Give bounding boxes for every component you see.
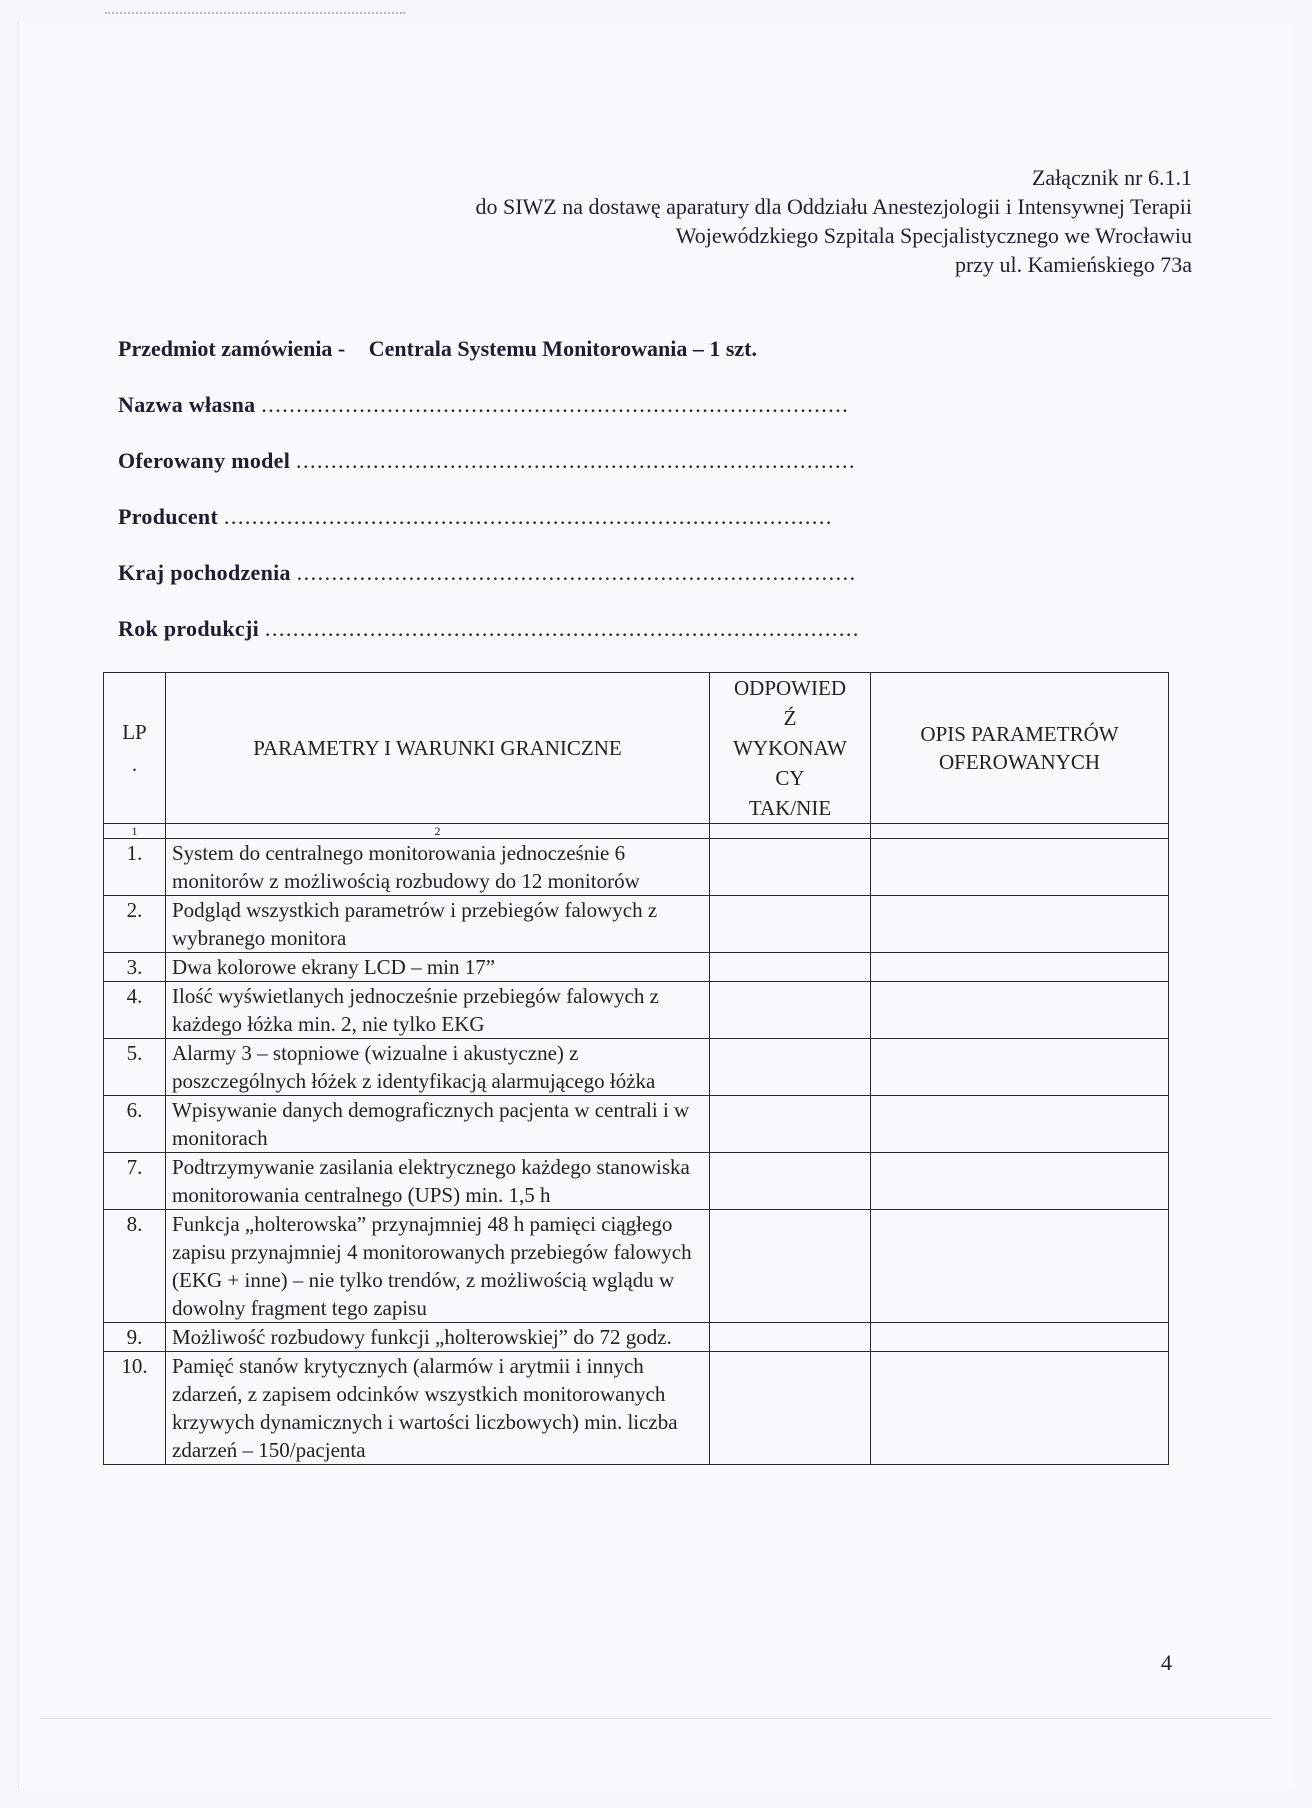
table-row <box>104 1210 1169 1323</box>
row-parameter: Funkcja „holterowska” przynajmniej 48 h pamięci ciągłego zapisu przynajmniej 4 monitorowanych przebiegów falowych (EKG + inne) – nie tylko trendów, z możliwością wglądu w dowolny fragment tego zapisu <box>166 1210 710 1323</box>
table-row <box>104 953 1169 982</box>
row-lp: 4. <box>104 982 166 1039</box>
row-response-cell[interactable] <box>710 1153 871 1210</box>
table-row <box>104 1352 1169 1465</box>
order-subject-label: Przedmiot zamówienia - <box>118 336 346 361</box>
row-response-cell[interactable] <box>710 1323 871 1352</box>
order-subject-value: Centrala Systemu Monitorowania – 1 szt. <box>368 336 757 361</box>
row-description-cell[interactable] <box>871 1153 1169 1210</box>
row-response-cell[interactable] <box>710 896 871 953</box>
table-row <box>104 839 1169 896</box>
scan-artifact-marks <box>105 12 405 20</box>
row-lp: 2. <box>104 896 166 953</box>
row-description-cell[interactable] <box>871 982 1169 1039</box>
row-parameter: Pamięć stanów krytycznych (alarmów i arytmii i innych zdarzeń, z zapisem odcinków wszystkich monitorowanych krzywych dynamicznych i wartości liczbowych) min. liczba zdarzeń – 150/pacjenta <box>166 1352 710 1465</box>
header-line-2: do SIWZ na dostawę aparatury dla Oddziału Anestezjologii i Intensywnej Terapii <box>475 194 1192 219</box>
parameters-table <box>103 672 1169 1465</box>
table-row <box>104 896 1169 953</box>
row-lp: 3. <box>104 953 166 982</box>
row-description-cell[interactable] <box>871 1352 1169 1465</box>
field-dots: .................................................................................... <box>261 392 850 417</box>
header-lp: LP . <box>104 673 166 824</box>
scan-edge-line <box>40 1718 1272 1719</box>
row-lp: 8. <box>104 1210 166 1323</box>
row-description-cell[interactable] <box>871 839 1169 896</box>
field-country-of-origin[interactable] <box>118 560 857 586</box>
table-row <box>104 1039 1169 1096</box>
row-description-cell[interactable] <box>871 1323 1169 1352</box>
order-subject <box>118 336 757 362</box>
row-lp: 6. <box>104 1096 166 1153</box>
row-parameter: System do centralnego monitorowania jednocześnie 6 monitorów z możliwością rozbudowy do 12 monitorów <box>166 839 710 896</box>
field-dots: ................................................................................ <box>295 448 856 473</box>
column-number: 1 <box>104 824 166 839</box>
table-header-row <box>104 673 1169 824</box>
header-line-3: Wojewódzkiego Szpitala Specjalistycznego we Wrocławiu <box>675 223 1192 248</box>
row-lp: 1. <box>104 839 166 896</box>
row-parameter: Alarmy 3 – stopniowe (wizualne i akustyczne) z poszczególnych łóżek z identyfikacją alarmującego łóżka <box>166 1039 710 1096</box>
column-numbering-row <box>104 824 1169 839</box>
field-dots: ....................................................................................... <box>223 504 833 529</box>
row-parameter: Wpisywanie danych demograficznych pacjenta w centrali i w monitorach <box>166 1096 710 1153</box>
table-row <box>104 982 1169 1039</box>
column-number: 2 <box>166 824 710 839</box>
field-dots: ..................................................................................... <box>264 616 860 641</box>
header-line-4: przy ul. Kamieńskiego 73a <box>954 252 1192 277</box>
row-description-cell[interactable] <box>871 1039 1169 1096</box>
field-offered-model[interactable] <box>118 448 856 474</box>
row-lp: 10. <box>104 1352 166 1465</box>
table-row <box>104 1323 1169 1352</box>
field-label: Kraj pochodzenia <box>118 560 291 585</box>
row-response-cell[interactable] <box>710 982 871 1039</box>
row-response-cell[interactable] <box>710 1039 871 1096</box>
row-parameter: Podtrzymywanie zasilania elektrycznego każdego stanowiska monitorowania centralnego (UPS) min. 1,5 h <box>166 1153 710 1210</box>
field-dots: ................................................................................ <box>296 560 857 585</box>
row-description-cell[interactable] <box>871 953 1169 982</box>
column-number-empty <box>871 824 1169 839</box>
row-parameter: Dwa kolorowe ekrany LCD – min 17” <box>166 953 710 982</box>
row-parameter: Podgląd wszystkich parametrów i przebiegów falowych z wybranego monitora <box>166 896 710 953</box>
table-row <box>104 1096 1169 1153</box>
row-response-cell[interactable] <box>710 1096 871 1153</box>
field-own-name[interactable] <box>118 392 849 418</box>
field-producer[interactable] <box>118 504 833 530</box>
row-response-cell[interactable] <box>710 953 871 982</box>
row-description-cell[interactable] <box>871 1210 1169 1323</box>
page-number: 4 <box>1161 1650 1172 1675</box>
field-label: Rok produkcji <box>118 616 260 641</box>
row-response-cell[interactable] <box>710 1210 871 1323</box>
row-description-cell[interactable] <box>871 896 1169 953</box>
header-parameters: PARAMETRY I WARUNKI GRANICZNE <box>166 673 710 824</box>
header-offered-description: OPIS PARAMETRÓW OFEROWANYCH <box>871 673 1169 824</box>
table-row <box>104 1153 1169 1210</box>
row-lp: 5. <box>104 1039 166 1096</box>
row-parameter: Ilość wyświetlanych jednocześnie przebiegów falowych z każdego łóżka min. 2, nie tylko EKG <box>166 982 710 1039</box>
field-label: Oferowany model <box>118 448 291 473</box>
row-response-cell[interactable] <box>710 839 871 896</box>
row-parameter: Możliwość rozbudowy funkcji „holterowskiej” do 72 godz. <box>166 1323 710 1352</box>
field-production-year[interactable] <box>118 616 860 642</box>
field-label: Producent <box>118 504 219 529</box>
header-contractor-response: ODPOWIED Ź WYKONAW CY TAK/NIE <box>710 673 871 824</box>
attachment-number: Załącznik nr 6.1.1 <box>1031 165 1192 190</box>
attachment-header <box>475 163 1192 279</box>
row-lp: 7. <box>104 1153 166 1210</box>
column-number-empty <box>710 824 871 839</box>
row-lp: 9. <box>104 1323 166 1352</box>
row-response-cell[interactable] <box>710 1352 871 1465</box>
field-label: Nazwa własna <box>118 392 256 417</box>
row-description-cell[interactable] <box>871 1096 1169 1153</box>
